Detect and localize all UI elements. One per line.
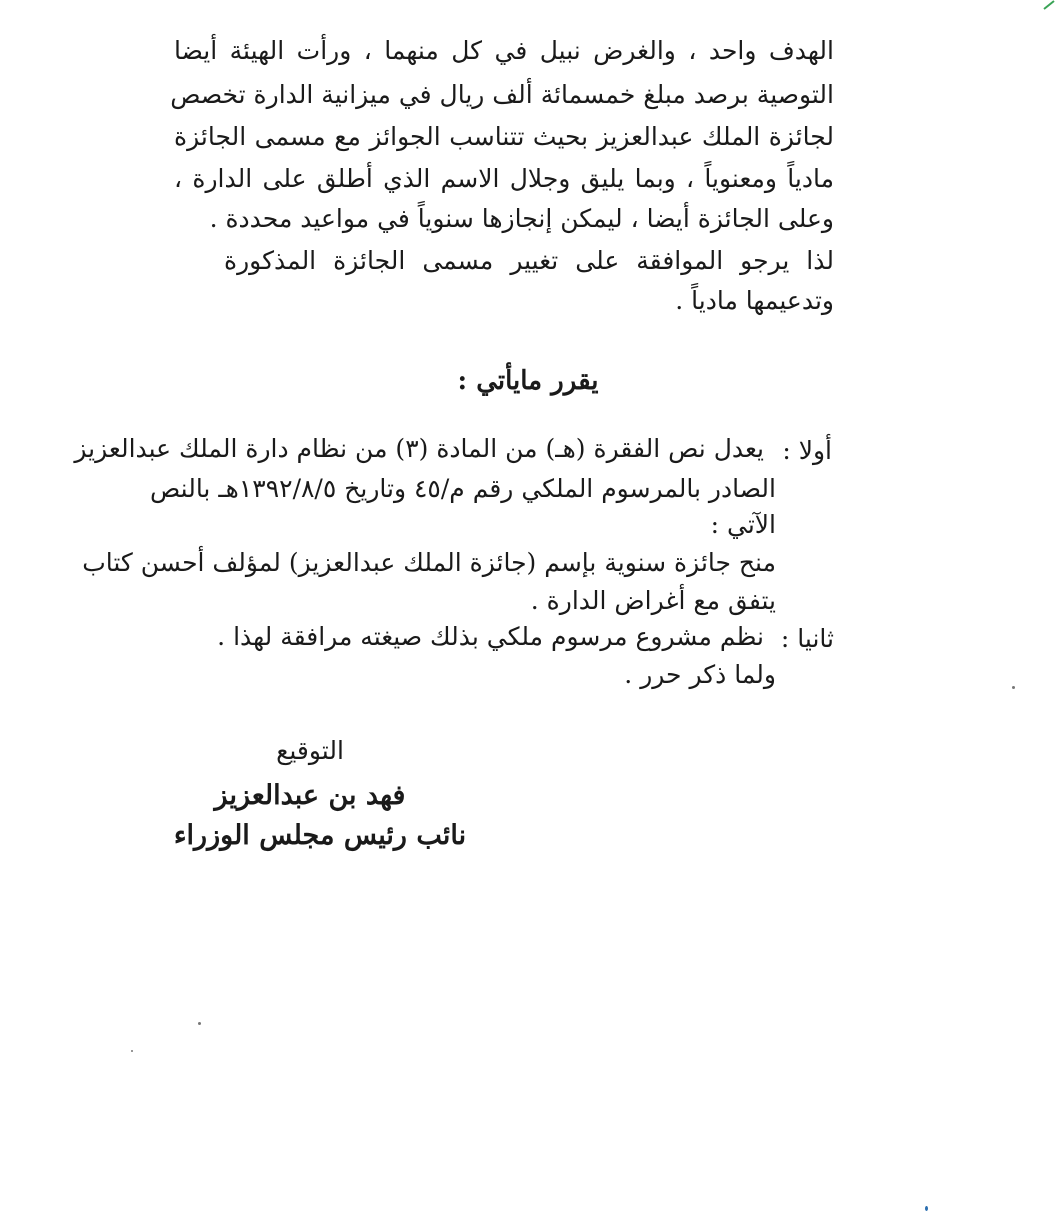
item-one-continuation: الآتي : bbox=[710, 510, 776, 539]
request-line: لذا يرجو الموافقة على تغيير مسمى الجائزة المذكورة bbox=[224, 246, 834, 275]
corner-mark-icon bbox=[1042, 0, 1056, 10]
request-line: وتدعيمها مادياً . bbox=[675, 286, 834, 315]
signature-label: التوقيع bbox=[276, 736, 344, 765]
item-one-continuation: منح جائزة سنوية بإسم (جائزة الملك عبدالعزيز) لمؤلف أحسن كتاب bbox=[82, 548, 776, 577]
item-one-continuation: يتفق مع أغراض الدارة . bbox=[530, 586, 776, 615]
scan-speck bbox=[1012, 686, 1015, 689]
scan-speck bbox=[131, 1050, 133, 1052]
paragraph-line: مادياً ومعنوياً ، وبما يليق وجلال الاسم الذي أطلق على الدارة ، bbox=[174, 164, 834, 193]
item-one-continuation: الصادر بالمرسوم الملكي رقم م/٤٥ وتاريخ ١٣٩٢/٨/٥هـ بالنص bbox=[150, 474, 776, 503]
item-two-label: ثانيا : bbox=[780, 624, 834, 653]
paragraph-line: التوصية برصد مبلغ خمسمائة ألف ريال في ميزانية الدارة تخصص bbox=[170, 80, 834, 109]
scan-speck bbox=[198, 1022, 201, 1025]
item-two-first-line: نظم مشروع مرسوم ملكي بذلك صيغته مرافقة لهذا . bbox=[217, 622, 764, 651]
scan-speck bbox=[925, 1206, 928, 1211]
closing-line: ولما ذكر حرر . bbox=[624, 660, 776, 689]
paragraph-line: الهدف واحد ، والغرض نبيل في كل منهما ، ورأت الهيئة أيضا bbox=[174, 36, 834, 65]
paragraph-line: لجائزة الملك عبدالعزيز بحيث تتناسب الجوائز مع مسمى الجائزة bbox=[174, 122, 834, 151]
signatory-name: فهد بن عبدالعزيز bbox=[214, 780, 406, 811]
item-one-label: أولا : bbox=[782, 436, 832, 465]
decision-heading: يقرر مايأتي : bbox=[457, 366, 599, 396]
item-one-first-line: يعدل نص الفقرة (هـ) من المادة (٣) من نظام دارة الملك عبدالعزيز bbox=[74, 434, 764, 463]
signatory-title: نائب رئيس مجلس الوزراء bbox=[173, 820, 467, 851]
paragraph-line: وعلى الجائزة أيضا ، ليمكن إنجازها سنوياً في مواعيد محددة . bbox=[209, 204, 834, 233]
corner-mark-stroke bbox=[1044, 1, 1054, 9]
